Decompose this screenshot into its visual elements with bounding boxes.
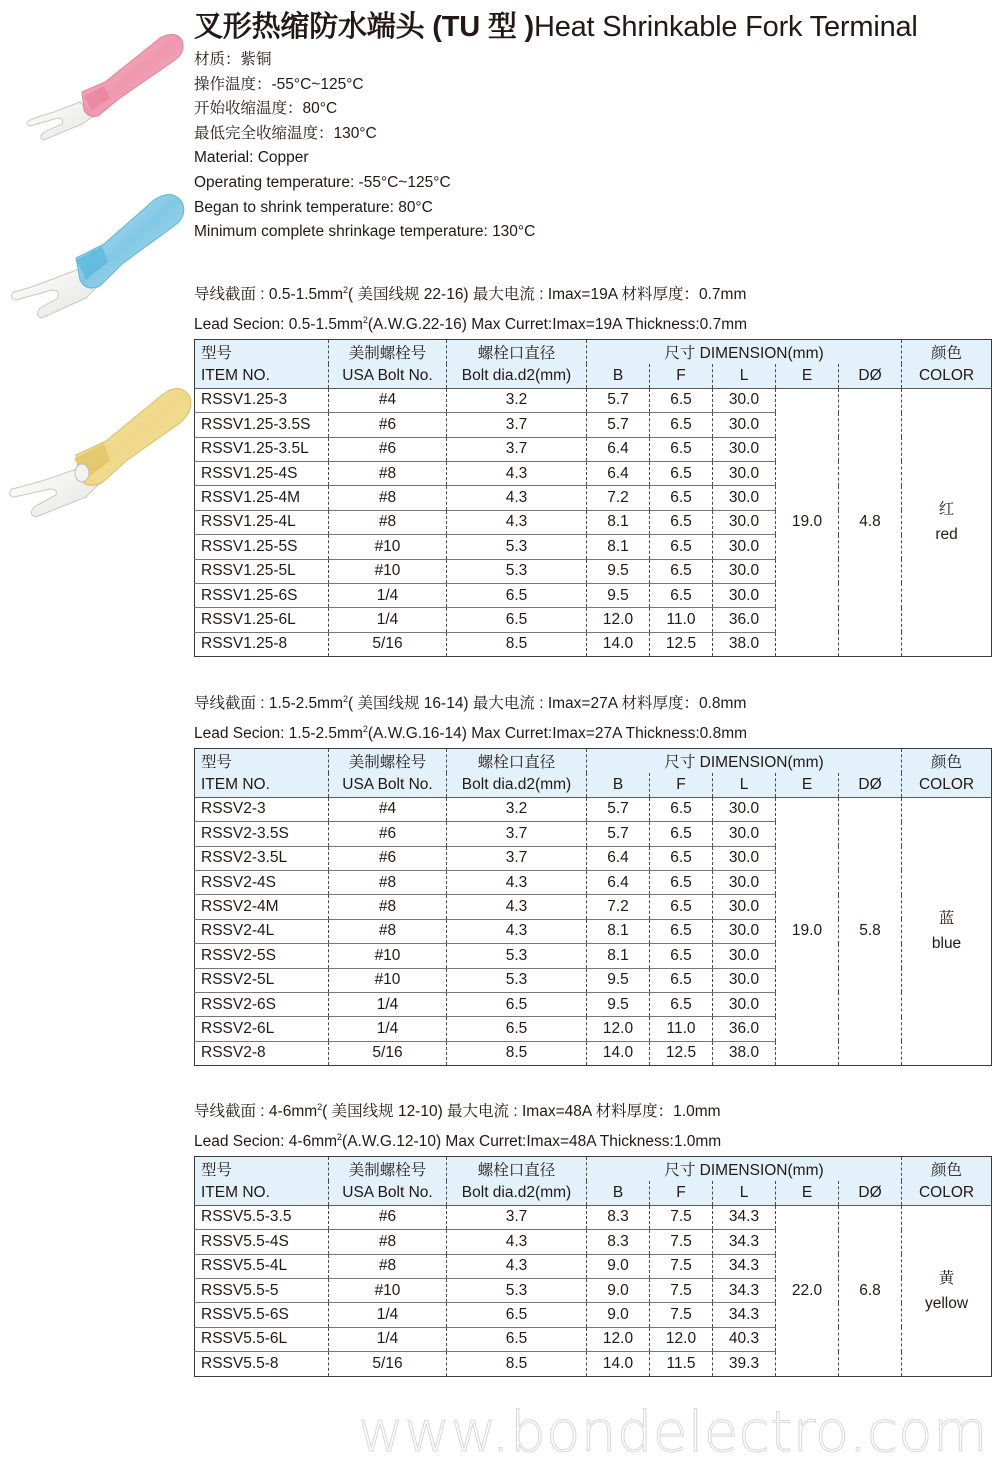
dim-l-cell: 30.0 bbox=[713, 992, 776, 1016]
item-no-cell: RSSV2-3.5L bbox=[195, 846, 329, 870]
lead-section-en: Lead Secion: $4-6mm^2(A.W.G.12-10)$ Max Curret:Imax=48A Thickness:1.0mm bbox=[194, 1131, 722, 1150]
bolt-dia-cell: 8.5 bbox=[447, 1352, 587, 1376]
title-cn: 叉形热缩防水端头 (TU 型 ) bbox=[194, 11, 534, 43]
dim-f-cell: 6.5 bbox=[650, 437, 713, 461]
header-e: E bbox=[776, 1181, 839, 1205]
bolt-dia-cell: 3.2 bbox=[447, 388, 587, 412]
header-bolt-cn: 美制螺栓号 bbox=[329, 749, 447, 773]
color-en: blue bbox=[931, 935, 962, 953]
bolt-dia-cell: 4.3 bbox=[447, 919, 587, 943]
header-b: B bbox=[587, 364, 650, 388]
dim-f-cell: 6.5 bbox=[650, 486, 713, 510]
bolt-dia-cell: 3.7 bbox=[447, 413, 587, 437]
item-no-cell: RSSV2-6L bbox=[195, 1017, 329, 1041]
item-no-cell: RSSV1.25-3.5L bbox=[195, 437, 329, 461]
dim-b-cell: 7.2 bbox=[587, 895, 650, 919]
dim-b-cell: 8.1 bbox=[587, 919, 650, 943]
dim-f-cell: 6.5 bbox=[650, 583, 713, 607]
dim-b-cell: 9.0 bbox=[587, 1278, 650, 1302]
dim-d-cell: 6.8 bbox=[839, 1205, 902, 1376]
color-cn: 红 bbox=[938, 501, 955, 519]
dim-l-cell: 30.0 bbox=[713, 822, 776, 846]
header-l: L bbox=[713, 1181, 776, 1205]
dim-f-cell: 11.0 bbox=[650, 608, 713, 632]
header-e: E bbox=[776, 364, 839, 388]
header-item-cn: 型号 bbox=[195, 749, 329, 773]
bolt-dia-cell: 4.3 bbox=[447, 870, 587, 894]
header-f: F bbox=[650, 364, 713, 388]
bolt-dia-cell: 3.7 bbox=[447, 822, 587, 846]
dim-f-cell: 6.5 bbox=[650, 992, 713, 1016]
header-item-cn: 型号 bbox=[195, 1157, 329, 1181]
usa-bolt-no-cell: #8 bbox=[329, 919, 447, 943]
dim-l-cell: 30.0 bbox=[713, 968, 776, 992]
spec-line: 材质：紫铜 bbox=[194, 51, 272, 68]
dim-l-cell: 30.0 bbox=[713, 797, 776, 821]
usa-bolt-no-cell: #6 bbox=[329, 437, 447, 461]
dim-l-cell: 38.0 bbox=[713, 632, 776, 656]
item-no-cell: RSSV2-6S bbox=[195, 992, 329, 1016]
color-en: yellow bbox=[924, 1294, 969, 1312]
spec-line: Material: Copper bbox=[194, 149, 309, 167]
dim-f-cell: 7.5 bbox=[650, 1278, 713, 1302]
bolt-dia-cell: 6.5 bbox=[447, 583, 587, 607]
dim-b-cell: 6.4 bbox=[587, 846, 650, 870]
dim-f-cell: 6.5 bbox=[650, 919, 713, 943]
dim-l-cell: 39.3 bbox=[713, 1352, 776, 1376]
header-dia-en: Bolt dia.d2(mm) bbox=[447, 773, 587, 797]
bolt-dia-cell: 4.3 bbox=[447, 1254, 587, 1278]
dim-f-cell: 11.5 bbox=[650, 1352, 713, 1376]
lead-section-cn: 导线截面 : $1.5-2.5mm^2$( 美国线规 16-14) 最大电流 : Imax=27A 材料厚度：0.8mm bbox=[194, 694, 747, 712]
usa-bolt-no-cell: #4 bbox=[329, 388, 447, 412]
color-cell bbox=[902, 797, 992, 1065]
header-d: DØ bbox=[839, 773, 902, 797]
dim-l-cell: 34.3 bbox=[713, 1278, 776, 1302]
dim-b-cell: 9.5 bbox=[587, 559, 650, 583]
header-dimension: 尺寸 DIMENSION(mm) bbox=[587, 749, 902, 773]
bolt-dia-cell: 4.3 bbox=[447, 895, 587, 919]
usa-bolt-no-cell: #6 bbox=[329, 846, 447, 870]
header-dimension: 尺寸 DIMENSION(mm) bbox=[587, 1157, 902, 1181]
dim-l-cell: 30.0 bbox=[713, 919, 776, 943]
item-no-cell: RSSV5.5-3.5 bbox=[195, 1205, 329, 1229]
bolt-dia-cell: 8.5 bbox=[447, 632, 587, 656]
dim-l-cell: 36.0 bbox=[713, 1017, 776, 1041]
dim-b-cell: 6.4 bbox=[587, 437, 650, 461]
usa-bolt-no-cell: #8 bbox=[329, 461, 447, 485]
color-cn: 蓝 bbox=[938, 910, 955, 928]
bolt-dia-cell: 4.3 bbox=[447, 510, 587, 534]
dim-f-cell: 6.5 bbox=[650, 559, 713, 583]
dim-l-cell: 36.0 bbox=[713, 608, 776, 632]
dim-f-cell: 7.5 bbox=[650, 1230, 713, 1254]
spec-line: 最低完全收缩温度：130°C bbox=[194, 124, 377, 142]
dim-l-cell: 34.3 bbox=[713, 1230, 776, 1254]
header-b: B bbox=[587, 773, 650, 797]
header-d: DØ bbox=[839, 1181, 902, 1205]
header-color-cn: 颜色 bbox=[902, 749, 992, 773]
usa-bolt-no-cell: #8 bbox=[329, 510, 447, 534]
lead-section-en: Lead Secion: $0.5-1.5mm^2(A.W.G.22-16)$ Max Curret:Imax=19A Thickness:0.7mm bbox=[194, 314, 748, 333]
dim-f-cell: 12.0 bbox=[650, 1327, 713, 1351]
usa-bolt-no-cell: #4 bbox=[329, 797, 447, 821]
usa-bolt-no-cell: #10 bbox=[329, 1278, 447, 1302]
item-no-cell: RSSV5.5-8 bbox=[201, 1354, 279, 1372]
dim-d-cell: 4.8 bbox=[839, 388, 902, 656]
item-no-cell: RSSV1.25-4L bbox=[195, 510, 329, 534]
item-no-cell: RSSV2-3.5S bbox=[195, 822, 329, 846]
item-no-cell: RSSV2-4S bbox=[195, 870, 329, 894]
item-no-cell: RSSV2-5L bbox=[195, 968, 329, 992]
header-bolt-en: USA Bolt No. bbox=[329, 1181, 447, 1205]
header-dia-cn: 螺栓口直径 bbox=[447, 749, 587, 773]
item-no-cell: RSSV1.25-6L bbox=[195, 608, 329, 632]
usa-bolt-no-cell: 1/4 bbox=[329, 1303, 447, 1327]
item-no-cell: RSSV5.5-5 bbox=[195, 1278, 329, 1302]
dim-l-cell: 30.0 bbox=[713, 510, 776, 534]
item-no-cell: RSSV1.25-8 bbox=[201, 635, 288, 653]
bolt-dia-cell: 5.3 bbox=[447, 535, 587, 559]
bolt-dia-cell: 6.5 bbox=[447, 608, 587, 632]
item-no-cell: RSSV2-4L bbox=[195, 919, 329, 943]
dim-e-cell: 19.0 bbox=[776, 797, 839, 1065]
header-e: E bbox=[776, 773, 839, 797]
item-no-cell: RSSV2-3 bbox=[195, 797, 329, 821]
dim-f-cell: 11.0 bbox=[650, 1017, 713, 1041]
header-f: F bbox=[650, 773, 713, 797]
bolt-dia-cell: 3.2 bbox=[447, 797, 587, 821]
spec-table-2 bbox=[194, 748, 992, 1066]
dim-b-cell: 6.4 bbox=[587, 870, 650, 894]
header-l: L bbox=[713, 773, 776, 797]
usa-bolt-no-cell: #8 bbox=[329, 486, 447, 510]
dim-l-cell: 30.0 bbox=[713, 486, 776, 510]
usa-bolt-no-cell: #6 bbox=[329, 822, 447, 846]
dim-f-cell: 6.5 bbox=[650, 968, 713, 992]
header-dimension: 尺寸 DIMENSION(mm) bbox=[587, 340, 902, 364]
dim-b-cell: 12.0 bbox=[587, 1327, 650, 1351]
dim-b-cell: 7.2 bbox=[587, 486, 650, 510]
bolt-dia-cell: 6.5 bbox=[447, 1303, 587, 1327]
bolt-dia-cell: 3.7 bbox=[447, 1205, 587, 1229]
header-bolt-en: USA Bolt No. bbox=[329, 773, 447, 797]
page-title bbox=[194, 4, 918, 45]
section-3-note bbox=[194, 1095, 721, 1154]
lead-section-en: Lead Secion: $1.5-2.5mm^2(A.W.G.16-14)$ Max Curret:Imax=27A Thickness:0.8mm bbox=[194, 723, 748, 742]
dim-b-cell: 6.4 bbox=[587, 461, 650, 485]
spec-line: Began to shrink temperature: 80°C bbox=[194, 198, 433, 216]
dim-l-cell: 34.3 bbox=[713, 1254, 776, 1278]
dim-l-cell: 30.0 bbox=[713, 583, 776, 607]
header-color-cn: 颜色 bbox=[902, 1157, 992, 1181]
bolt-dia-cell: 5.3 bbox=[447, 1278, 587, 1302]
dim-l-cell: 30.0 bbox=[713, 559, 776, 583]
bolt-dia-cell: 3.7 bbox=[447, 437, 587, 461]
dim-l-cell: 30.0 bbox=[713, 846, 776, 870]
watermark: www.bondelectro.com bbox=[358, 1400, 989, 1462]
usa-bolt-no-cell: #10 bbox=[329, 944, 447, 968]
bolt-dia-cell: 6.5 bbox=[447, 1327, 587, 1351]
item-no-cell: RSSV1.25-4S bbox=[195, 461, 329, 485]
dim-f-cell: 6.5 bbox=[650, 870, 713, 894]
header-bolt-cn: 美制螺栓号 bbox=[329, 340, 447, 364]
dim-b-cell: 14.0 bbox=[587, 632, 650, 656]
dim-l-cell: 30.0 bbox=[713, 870, 776, 894]
color-en: red bbox=[935, 526, 958, 544]
header-item-cn: 型号 bbox=[195, 340, 329, 364]
usa-bolt-no-cell: #8 bbox=[329, 895, 447, 919]
table-row bbox=[195, 797, 992, 821]
bolt-dia-cell: 4.3 bbox=[447, 486, 587, 510]
dim-b-cell: 9.5 bbox=[587, 968, 650, 992]
usa-bolt-no-cell: 1/4 bbox=[329, 608, 447, 632]
table-row bbox=[195, 1205, 992, 1229]
header-bolt-en: USA Bolt No. bbox=[329, 364, 447, 388]
item-no-cell: RSSV5.5-4S bbox=[195, 1230, 329, 1254]
dim-b-cell: 5.7 bbox=[587, 797, 650, 821]
dim-b-cell: 5.7 bbox=[587, 822, 650, 846]
header-d: DØ bbox=[839, 364, 902, 388]
usa-bolt-no-cell: 1/4 bbox=[329, 1017, 447, 1041]
bolt-dia-cell: 8.5 bbox=[447, 1041, 587, 1065]
usa-bolt-no-cell: 1/4 bbox=[329, 1327, 447, 1351]
dim-f-cell: 7.5 bbox=[650, 1205, 713, 1229]
dim-b-cell: 14.0 bbox=[587, 1352, 650, 1376]
dim-f-cell: 6.5 bbox=[650, 822, 713, 846]
usa-bolt-no-cell: #8 bbox=[329, 1230, 447, 1254]
dim-f-cell: 6.5 bbox=[650, 944, 713, 968]
header-item-en: ITEM NO. bbox=[195, 773, 329, 797]
lead-section-cn: 导线截面 : $4-6mm^2$( 美国线规 12-10) 最大电流 : Imax=48A 材料厚度：1.0mm bbox=[194, 1102, 721, 1120]
item-no-cell: RSSV5.5-4L bbox=[195, 1254, 329, 1278]
item-no-cell: RSSV2-4M bbox=[195, 895, 329, 919]
bolt-dia-cell: 4.3 bbox=[447, 1230, 587, 1254]
dim-l-cell: 34.3 bbox=[713, 1303, 776, 1327]
spec-table-1 bbox=[194, 339, 992, 657]
header-color-cn: 颜色 bbox=[902, 340, 992, 364]
spec-line: 操作温度：-55°C~125°C bbox=[194, 75, 364, 93]
dim-b-cell: 8.1 bbox=[587, 510, 650, 534]
dim-b-cell: 12.0 bbox=[587, 1017, 650, 1041]
item-no-cell: RSSV1.25-6S bbox=[195, 583, 329, 607]
header-dia-en: Bolt dia.d2(mm) bbox=[447, 1181, 587, 1205]
dim-b-cell: 8.3 bbox=[587, 1230, 650, 1254]
dim-f-cell: 7.5 bbox=[650, 1303, 713, 1327]
usa-bolt-no-cell: #6 bbox=[329, 413, 447, 437]
dim-b-cell: 14.0 bbox=[587, 1041, 650, 1065]
bolt-dia-cell: 5.3 bbox=[447, 559, 587, 583]
red-fork-terminal-image bbox=[10, 20, 185, 150]
blue-fork-terminal-image bbox=[4, 180, 189, 330]
dim-b-cell: 8.1 bbox=[587, 944, 650, 968]
header-color-en: COLOR bbox=[902, 364, 992, 388]
spec-list bbox=[194, 48, 535, 245]
dim-d-cell: 5.8 bbox=[839, 797, 902, 1065]
item-no-cell: RSSV1.25-3.5S bbox=[195, 413, 329, 437]
dim-b-cell: 9.5 bbox=[587, 992, 650, 1016]
dim-b-cell: 12.0 bbox=[587, 608, 650, 632]
usa-bolt-no-cell: #10 bbox=[329, 559, 447, 583]
bolt-dia-cell: 3.7 bbox=[447, 846, 587, 870]
item-no-cell: RSSV1.25-5S bbox=[195, 535, 329, 559]
usa-bolt-no-cell: #8 bbox=[329, 1254, 447, 1278]
usa-bolt-no-cell: 5/16 bbox=[329, 1352, 447, 1376]
header-item-en: ITEM NO. bbox=[195, 364, 329, 388]
usa-bolt-no-cell: 1/4 bbox=[329, 992, 447, 1016]
section-2-note bbox=[194, 687, 747, 746]
dim-l-cell: 30.0 bbox=[713, 461, 776, 485]
dim-f-cell: 6.5 bbox=[650, 413, 713, 437]
usa-bolt-no-cell: 1/4 bbox=[329, 583, 447, 607]
spec-table-3 bbox=[194, 1156, 992, 1377]
header-color-en: COLOR bbox=[902, 773, 992, 797]
header-f: F bbox=[650, 1181, 713, 1205]
header-dia-cn: 螺栓口直径 bbox=[447, 340, 587, 364]
bolt-dia-cell: 4.3 bbox=[447, 461, 587, 485]
item-no-cell: RSSV1.25-4M bbox=[195, 486, 329, 510]
dim-f-cell: 12.5 bbox=[650, 632, 713, 656]
dim-f-cell: 7.5 bbox=[650, 1254, 713, 1278]
dim-b-cell: 5.7 bbox=[587, 413, 650, 437]
header-b: B bbox=[587, 1181, 650, 1205]
usa-bolt-no-cell: #6 bbox=[329, 1205, 447, 1229]
dim-f-cell: 6.5 bbox=[650, 797, 713, 821]
dim-l-cell: 30.0 bbox=[713, 535, 776, 559]
header-dia-cn: 螺栓口直径 bbox=[447, 1157, 587, 1181]
dim-f-cell: 6.5 bbox=[650, 895, 713, 919]
bolt-dia-cell: 6.5 bbox=[447, 992, 587, 1016]
item-no-cell: RSSV5.5-6S bbox=[195, 1303, 329, 1327]
dim-e-cell: 19.0 bbox=[776, 388, 839, 656]
usa-bolt-no-cell: 5/16 bbox=[329, 632, 447, 656]
bolt-dia-cell: 6.5 bbox=[447, 1017, 587, 1041]
item-no-cell: RSSV2-8 bbox=[201, 1044, 266, 1062]
dim-e-cell: 22.0 bbox=[776, 1205, 839, 1376]
lead-section-cn: 导线截面 : $0.5-1.5mm^2$( 美国线规 22-16) 最大电流 : Imax=19A 材料厚度：0.7mm bbox=[194, 285, 747, 303]
bolt-dia-cell: 5.3 bbox=[447, 944, 587, 968]
header-bolt-cn: 美制螺栓号 bbox=[329, 1157, 447, 1181]
dim-b-cell: 5.7 bbox=[587, 388, 650, 412]
dim-l-cell: 30.0 bbox=[713, 413, 776, 437]
dim-f-cell: 6.5 bbox=[650, 510, 713, 534]
color-cell bbox=[902, 1205, 992, 1376]
dim-b-cell: 9.0 bbox=[587, 1254, 650, 1278]
spec-line: Operating temperature: -55°C~125°C bbox=[194, 173, 451, 191]
header-color-en: COLOR bbox=[902, 1181, 992, 1205]
usa-bolt-no-cell: 5/16 bbox=[329, 1041, 447, 1065]
header-l: L bbox=[713, 364, 776, 388]
dim-b-cell: 9.5 bbox=[587, 583, 650, 607]
title-en: Heat Shrinkable Fork Terminal bbox=[533, 11, 918, 43]
color-cn: 黄 bbox=[938, 1269, 955, 1287]
item-no-cell: RSSV1.25-3 bbox=[195, 388, 329, 412]
header-item-en: ITEM NO. bbox=[195, 1181, 329, 1205]
color-cell bbox=[902, 388, 992, 656]
header-dia-en: Bolt dia.d2(mm) bbox=[447, 364, 587, 388]
dim-l-cell: 40.3 bbox=[713, 1327, 776, 1351]
dim-b-cell: 8.3 bbox=[587, 1205, 650, 1229]
dim-l-cell: 34.3 bbox=[713, 1205, 776, 1229]
item-no-cell: RSSV1.25-5L bbox=[195, 559, 329, 583]
item-no-cell: RSSV5.5-6L bbox=[195, 1327, 329, 1351]
item-no-cell: RSSV2-5S bbox=[195, 944, 329, 968]
dim-b-cell: 8.1 bbox=[587, 535, 650, 559]
usa-bolt-no-cell: #8 bbox=[329, 870, 447, 894]
usa-bolt-no-cell: #10 bbox=[329, 535, 447, 559]
dim-l-cell: 38.0 bbox=[713, 1041, 776, 1065]
bolt-dia-cell: 5.3 bbox=[447, 968, 587, 992]
spec-line: Minimum complete shrinkage temperature: 130°C bbox=[194, 223, 536, 241]
dim-l-cell: 30.0 bbox=[713, 895, 776, 919]
dim-f-cell: 6.5 bbox=[650, 388, 713, 412]
dim-f-cell: 12.5 bbox=[650, 1041, 713, 1065]
usa-bolt-no-cell: #10 bbox=[329, 968, 447, 992]
dim-f-cell: 6.5 bbox=[650, 461, 713, 485]
yellow-fork-terminal-image bbox=[4, 375, 194, 525]
dim-l-cell: 30.0 bbox=[713, 437, 776, 461]
dim-f-cell: 6.5 bbox=[650, 846, 713, 870]
table-row bbox=[195, 388, 992, 412]
spec-line: 开始收缩温度：80°C bbox=[194, 100, 338, 118]
dim-l-cell: 30.0 bbox=[713, 944, 776, 968]
dim-l-cell: 30.0 bbox=[713, 388, 776, 412]
dim-f-cell: 6.5 bbox=[650, 535, 713, 559]
section-1-note bbox=[194, 278, 747, 337]
dim-b-cell: 9.0 bbox=[587, 1303, 650, 1327]
